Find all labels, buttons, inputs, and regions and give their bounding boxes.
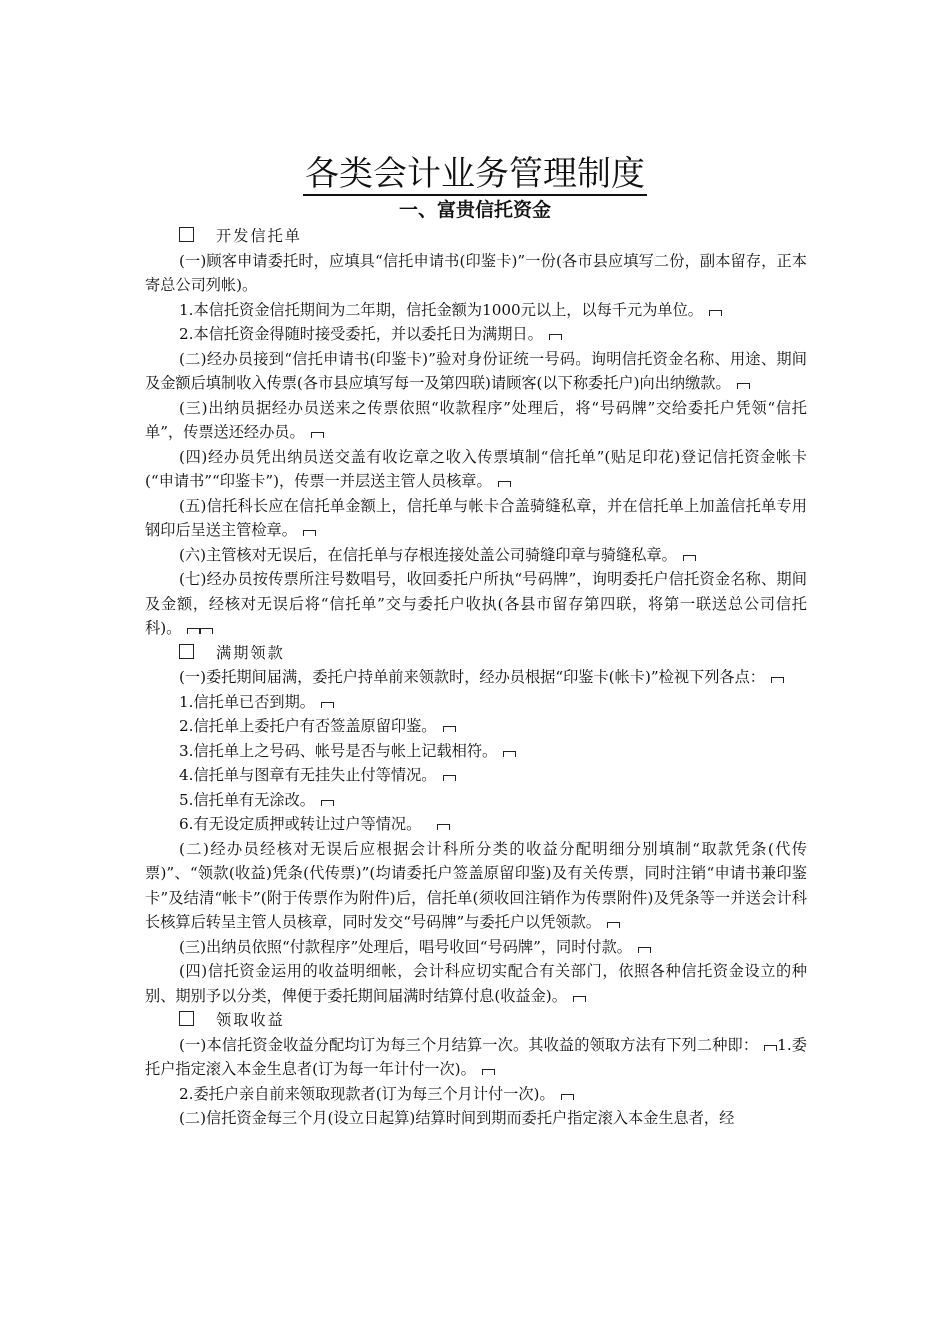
paragraph-mark-icon	[709, 310, 722, 316]
paragraph: 2.本信托资金得随时接受委托，并以委托日为满期日。	[145, 322, 807, 347]
paragraph-mark-icon	[321, 702, 334, 708]
section-heading: 领取收益	[145, 1008, 807, 1033]
section-heading: 开发信托单	[145, 224, 807, 249]
paragraph-mark-icon	[607, 922, 620, 928]
paragraph: (二)经办员接到“信托申请书(印鉴卡)”验对身份证统一号码。询明信托资金名称、用途、期间及金额后填制收入传票(各市县应填写每一及第四联)请顾客(以下称委托户)向出纳缴款。	[145, 349, 807, 392]
paragraph-mark-icon	[437, 824, 450, 830]
paragraph-mark-icon	[683, 555, 696, 561]
paragraph: (六)主管核对无误后，在信托单与存根连接处盖公司骑缝印章与骑缝私章。	[145, 543, 807, 568]
checkbox-icon	[179, 1011, 194, 1026]
paragraph-mark-icon	[737, 383, 750, 389]
paragraph: (四)经办员凭出纳员送交盖有收讫章之收入传票填制“信托单”(贴足印花)登记信托资金帐卡(“申请书”“印鉴卡”)，传票一并层送主管人员核章。	[145, 447, 807, 490]
paragraph: (三)出纳员据经办员送来之传票依照“收款程序”处理后，将“号码牌”交给委托户凭领“信托单”，传票送还经办员。	[145, 398, 807, 441]
paragraph-mark-icon	[443, 726, 456, 732]
paragraph: (七)经办员按传票所注号数唱号，收回委托户所执“号码牌”，询明委托户信托资金名称、期间及金额，经核对无误后将“信托单”交与委托户收执(各县市留存第四联，将第一联送总公司信托科)。	[145, 570, 807, 637]
paragraph: (二)信托资金每三个月(设立日起算)结算时间到期而委托户指定滚入本金生息者，经	[179, 1109, 735, 1127]
paragraph: 5.信托单有无涂改。	[145, 788, 807, 813]
paragraph: (一)委托期间届满，委托户持单前来领款时，经办员根据“印鉴卡(帐卡)”检视下列各点：	[145, 665, 807, 690]
paragraph: (一)顾客申请委托时，应填具“信托申请书(印鉴卡)”一份(各市县应填写二份，副本留存，正本寄总公司列帐)。	[145, 251, 807, 294]
paragraph-mark-icon	[549, 334, 562, 340]
paragraph-mark-icon	[482, 1069, 495, 1075]
paragraph: (五)信托科长应在信托单金额上，信托单与帐卡合盖骑缝私章，并在信托单上加盖信托单专用钢印后呈送主管检章。	[145, 496, 807, 539]
document-body	[145, 224, 807, 1131]
paragraph-mark-icon	[503, 751, 516, 757]
paragraph: 3.信托单上之号码、帐号是否与帐上记载相符。	[145, 739, 807, 764]
paragraph: (四)信托资金运用的收益明细帐，会计科应切实配合有关部门，依照各种信托资金设立的种别、期别予以分类，俾便于委托期间届满时结算付息(收益金)。	[145, 962, 807, 1005]
paragraph-mark-icon	[764, 1045, 777, 1051]
section-heading: 满期领款	[145, 641, 807, 666]
paragraph-mark-icon	[638, 947, 651, 953]
paragraph-mark-icon	[187, 628, 200, 634]
paragraph: 4.信托单与图章有无挂失止付等情况。	[145, 763, 807, 788]
paragraph-mark-icon	[200, 628, 213, 634]
paragraph: (三)出纳员依照“付款程序”处理后，唱号收回“号码牌”，同时付款。	[145, 935, 807, 960]
checkbox-icon	[179, 227, 194, 242]
paragraph-mark-icon	[443, 775, 456, 781]
section-subtitle: 一、富贵信托资金	[398, 199, 551, 221]
paragraph: 2.信托单上委托户有否签盖原留印鉴。	[145, 714, 807, 739]
document-title: 各类会计业务管理制度	[305, 154, 645, 194]
paragraph: 2.委托户亲自前来领取现款者(订为每三个月计付一次)。	[145, 1082, 807, 1107]
paragraph: (二)经办员经核对无误后应根据会计科所分类的收益分配明细分别填制“取款凭条(代传票)”、“领款(收益)凭条(代传票)”(均请委托户签盖原留印鉴)及有关传票，同时注销“申请书兼印鉴卡”及结清“帐卡”(附于传票作为附件)后，信托单(须收回注销作为传票附件)及凭条等一并送会计科长核算后转呈主管人员核章，同时发交“号码牌”与委托户以凭领款。	[145, 839, 807, 931]
paragraph-mark-icon	[311, 432, 324, 438]
checkbox-icon	[179, 644, 194, 659]
paragraph-mark-icon	[561, 1094, 574, 1100]
paragraph: (一)本信托资金收益分配均订为每三个月结算一次。其收益的领取方法有下列二种即： 1.委托户指定滚入本金生息者(订为每一年计付一次)。	[145, 1035, 807, 1078]
paragraph-mark-icon	[573, 996, 586, 1002]
paragraph: 1.本信托资金信托期间为二年期，信托金额为1000元以上，以每千元为单位。	[145, 298, 807, 323]
paragraph: 1.信托单已否到期。	[145, 690, 807, 715]
paragraph: 6.有无设定质押或转让过户等情况。	[145, 812, 807, 837]
paragraph-mark-icon	[771, 677, 784, 683]
paragraph-mark-icon	[321, 800, 334, 806]
paragraph-mark-icon	[498, 481, 511, 487]
paragraph-mark-icon	[303, 530, 316, 536]
